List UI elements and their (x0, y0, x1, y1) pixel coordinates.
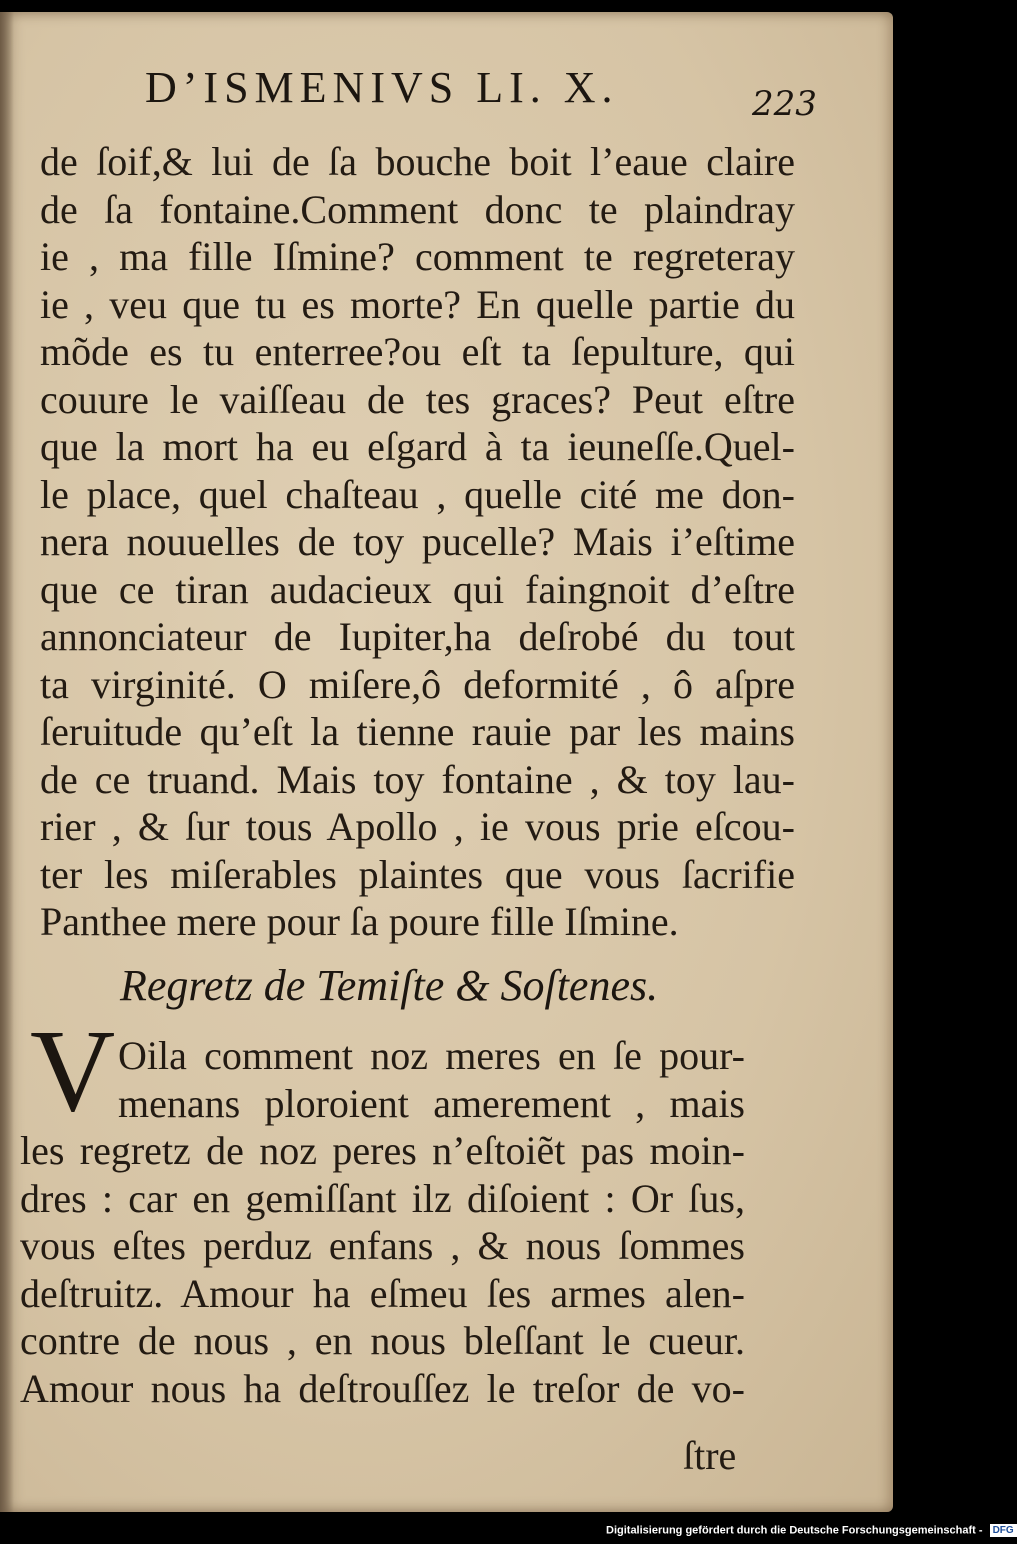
catchword: ſtre (683, 1433, 737, 1478)
text-line: de ce truand. Mais toy fontaine , & toy lau- (40, 756, 795, 802)
section-heading: Regretz de Temiſte & Soſtenes. (120, 961, 659, 1010)
text-line: deſtruitz. Amour ha eſmeu ſes armes alen- (20, 1270, 745, 1316)
text-line: rier , & ſur tous Apollo , ie vous prie eſcou- (40, 804, 795, 849)
text-line: que la mort ha eu eſgard à ta ieuneſſe.Quel- (40, 424, 795, 469)
text-line: vous eſtes perduz enfans , & nous ſommes (20, 1223, 745, 1268)
text-line: annonciateur de Iupiter,ha deſrobé du tout (40, 614, 795, 659)
text-line: Amour nous ha deſtrouſſez le treſor de vo- (20, 1365, 745, 1411)
text-line: ter les miſerables plaintes que vous ſacrifie (40, 851, 795, 897)
digitization-credit (606, 1524, 1017, 1537)
text-line: les regretz de noz peres n’eſtoiẽt pas moin- (20, 1128, 745, 1173)
dfg-logo: DFG (990, 1524, 1017, 1537)
text-line: nera nouuelles de toy pucelle? Mais i’eſtime (40, 519, 795, 564)
book-page (0, 12, 893, 1512)
text-line: contre de nous , en nous bleſſant le cueur. (20, 1318, 745, 1363)
text-line: ie , ma fille Iſmine? comment te regreteray (40, 234, 795, 279)
text-line: que ce tiran audacieux qui faingnoit d’eſtre (40, 566, 795, 612)
text-line: ſeruitude qu’eſt la tienne rauie par les mains (40, 709, 795, 754)
credit-text: Digitalisierung gefördert durch die Deutsche Forschungsgemeinschaft - (606, 1524, 983, 1537)
text-line: dres : car en gemiſſant ilz diſoient : Or ſus, (20, 1175, 745, 1221)
text-line: ta virginité. O miſere,ô deformité , ô aſpre (40, 661, 795, 707)
text-line: couure le vaiſſeau de tes graces? Peut eſtre (40, 376, 795, 422)
text-line: Oila comment noz meres en ſe pour- (118, 1033, 745, 1078)
text-line: le place, quel chaſteau , quelle cité me don- (40, 471, 795, 517)
binding-shadow (0, 12, 14, 1512)
section-text (20, 1032, 745, 1412)
text-line: de ſa fontaine.Comment donc te plaindray (40, 186, 795, 232)
text-line: menans ploroient amerement , mais (118, 1080, 745, 1126)
page-number: 223 (752, 84, 817, 124)
text-line: ie , veu que tu es morte? En quelle partie du (40, 281, 795, 327)
text-line: Panthee mere pour ſa poure fille Iſmine. (40, 899, 679, 944)
text-line: de ſoif,& lui de ſa bouche boit l’eaue claire (40, 139, 795, 184)
drop-cap: V (30, 1005, 116, 1136)
body-text (40, 138, 795, 946)
text-line: mõde es tu enterree?ou eſt ta ſepulture, qui (40, 329, 795, 374)
running-head: D’ISMENIVS LI. X. (145, 63, 619, 112)
